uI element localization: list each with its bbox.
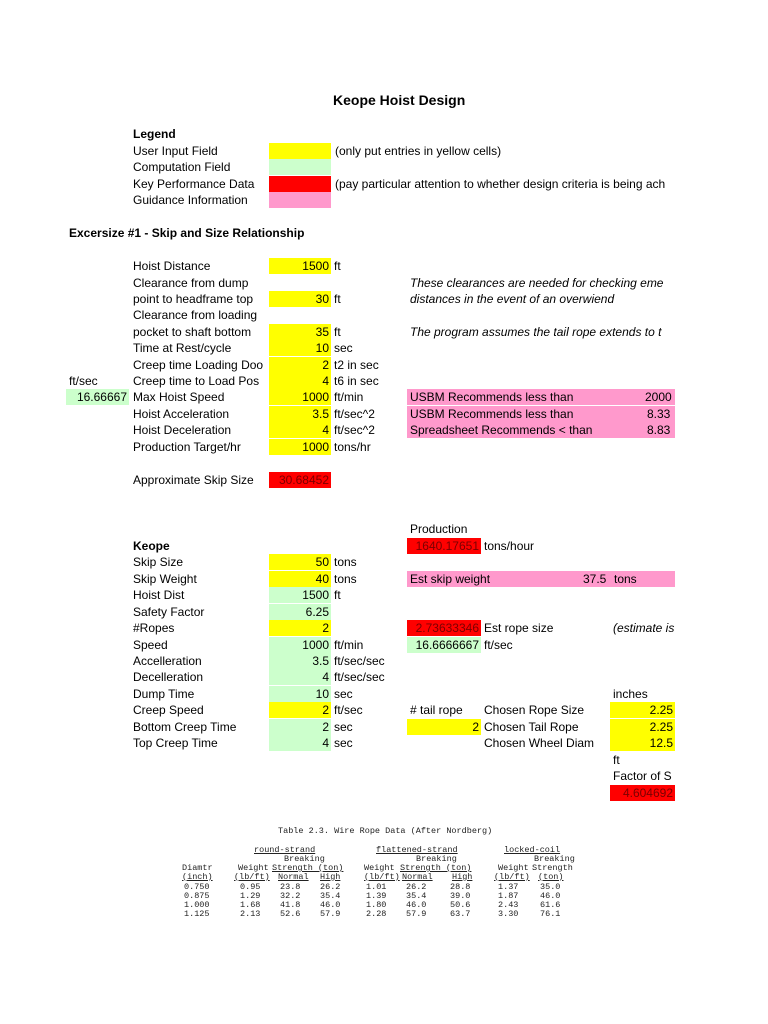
rope-head2-inch: (inch) [182, 872, 213, 882]
decel-unit: ft/sec^2 [334, 423, 375, 437]
est-rope-size-label: Est rope size [484, 621, 554, 635]
clearance-load-input[interactable]: 35 [269, 324, 331, 340]
decel-label: Hoist Deceleration [133, 423, 232, 437]
keope-top-creep-value: 4 [269, 735, 331, 751]
keope-decel-label: Decelleration [133, 670, 204, 684]
rope-table-cell: 0.875 [184, 891, 210, 901]
legend-pink-swatch [269, 192, 331, 208]
legend-key-performance-label: Key Performance Data [133, 177, 255, 191]
rope-table-cell: 63.7 [450, 909, 471, 919]
rope-table-cell: 2.43 [498, 900, 519, 910]
rope-table-cell: 61.6 [540, 900, 561, 910]
keope-creep-speed-unit: ft/sec [334, 703, 363, 717]
rope-table-cell: 57.9 [320, 909, 341, 919]
rope-table-cell: 32.2 [280, 891, 301, 901]
creep-load-pos-unit: t6 in sec [334, 374, 379, 388]
usbm-accel-label: USBM Recommends less than [410, 407, 574, 421]
legend-computation-label: Computation Field [133, 160, 231, 174]
production-unit: tons/hour [484, 539, 535, 553]
rope-table-cell: 46.0 [320, 900, 341, 910]
clearance-load-label-1: Clearance from loading [133, 308, 258, 322]
chosen-tail-label: Chosen Tail Rope [484, 720, 579, 734]
rope-table-cell: 46.0 [540, 891, 561, 901]
chosen-wheel-label: Chosen Wheel Diam [484, 736, 595, 750]
accel-input[interactable]: 3.5 [269, 406, 331, 422]
hoist-distance-input[interactable]: 1500 [269, 258, 331, 274]
keope-bottom-creep-unit: sec [334, 720, 353, 734]
approx-skip-size-value: 30.68452 [269, 472, 331, 488]
clearance-note-1: These clearances are needed for checking eme [410, 276, 664, 290]
max-speed-unit: ft/min [334, 390, 364, 404]
rope-table-cell: 0.750 [184, 882, 210, 892]
chosen-rope-input[interactable]: 2.25 [610, 702, 675, 718]
creep-load-pos-input[interactable]: 4 [269, 373, 331, 389]
rope-head2-normal-2: Normal [402, 872, 433, 882]
rope-table-cell: 57.9 [406, 909, 427, 919]
rope-table-cell: 39.0 [450, 891, 471, 901]
production-label: Production [410, 522, 468, 536]
production-target-label: Production Target/hr [133, 440, 241, 454]
clearance-dump-input[interactable]: 30 [269, 291, 331, 307]
rope-head-strength-3: Strength [532, 863, 573, 873]
keope-hoist-dist-unit: ft [334, 588, 341, 602]
usbm-accel-guidance [407, 406, 675, 422]
keope-accel-unit: ft/sec/sec [334, 654, 385, 668]
usbm-accel-value: 8.33 [647, 407, 671, 421]
rope-table-cell: 76.1 [540, 909, 561, 919]
legend-green-swatch [269, 159, 331, 175]
ftsec-label: ft/sec [69, 374, 98, 388]
rope-table-cell: 52.6 [280, 909, 301, 919]
usbm-speed-value: 2000 [645, 390, 672, 404]
rope-table-cell: 1.000 [184, 900, 210, 910]
legend-user-input-label: User Input Field [133, 144, 218, 158]
usbm-speed-guidance [407, 389, 675, 405]
speed-ftsec-value: 16.66667 [66, 389, 129, 405]
time-rest-input[interactable]: 10 [269, 340, 331, 356]
rope-table-cell: 26.2 [320, 882, 341, 892]
rope-table-cell: 28.8 [450, 882, 471, 892]
creep-loading-input[interactable]: 2 [269, 357, 331, 373]
rope-head-weight-2: Weight [364, 863, 395, 873]
clearance-dump-label-1: Clearance from dump [133, 276, 249, 290]
time-rest-label: Time at Rest/cycle [133, 341, 232, 355]
creep-loading-label: Creep time Loading Doo [133, 358, 264, 372]
exercise-heading: Excersize #1 - Skip and Size Relationship [69, 226, 305, 240]
rope-table-cell: 46.0 [406, 900, 427, 910]
legend-red-swatch [269, 176, 331, 192]
rope-group-round: round-strand [254, 845, 316, 855]
inches-label: inches [613, 687, 648, 701]
rope-table-cell: 2.28 [366, 909, 387, 919]
clearance-load-unit: ft [334, 325, 341, 339]
factor-value: 4.604692 [610, 785, 675, 801]
tail-rope-note: The program assumes the tail rope extends to t [410, 325, 662, 339]
hoist-distance-unit: ft [334, 259, 341, 273]
rope-head-strength-1: Strength (ton) [272, 863, 344, 873]
rope-table-cell: 1.125 [184, 909, 210, 919]
keope-speed-value: 1000 [269, 637, 331, 653]
production-target-unit: tons/hr [334, 440, 371, 454]
keope-top-creep-label: Top Creep Time [133, 736, 218, 750]
keope-decel-unit: ft/sec/sec [334, 670, 385, 684]
keope-skip-weight-input[interactable]: 40 [269, 571, 331, 587]
tail-rope-input[interactable]: 2 [407, 719, 481, 735]
rope-head2-ton-3: (ton) [538, 872, 564, 882]
rope-breaking-3: Breaking [534, 854, 575, 864]
usbm-speed-label: USBM Recommends less than [410, 390, 574, 404]
rope-table-title: Table 2.3. Wire Rope Data (After Nordberg) [278, 826, 493, 836]
rope-table-cell: 26.2 [406, 882, 427, 892]
keope-skip-weight-unit: tons [334, 572, 357, 586]
rope-head2-lbft-3: (lb/ft) [494, 872, 530, 882]
keope-skip-size-label: Skip Size [133, 555, 184, 569]
rope-table-cell: 35.4 [406, 891, 427, 901]
rope-table-cell: 1.68 [240, 900, 261, 910]
keope-bottom-creep-label: Bottom Creep Time [133, 720, 237, 734]
keope-skip-size-unit: tons [334, 555, 357, 569]
hoist-distance-label: Hoist Distance [133, 259, 211, 273]
keope-top-creep-unit: sec [334, 736, 353, 750]
keope-decel-value: 4 [269, 669, 331, 685]
keope-creep-speed-label: Creep Speed [133, 703, 204, 717]
clearance-dump-unit: ft [334, 292, 341, 306]
accel-unit: ft/sec^2 [334, 407, 375, 421]
keope-safety-value: 6.25 [269, 604, 331, 620]
keope-accel-value: 3.5 [269, 653, 331, 669]
keope-heading: Keope [133, 539, 170, 553]
rope-group-locked: locked-coil [504, 845, 561, 855]
page-title: Keope Hoist Design [333, 92, 466, 108]
keope-skip-weight-label: Skip Weight [133, 572, 197, 586]
keope-dump-unit: sec [334, 687, 353, 701]
rope-head-weight-3: Weight [498, 863, 529, 873]
time-rest-unit: sec [334, 341, 353, 355]
clearance-note-2: distances in the event of an overwiend [410, 292, 615, 306]
production-target-input[interactable]: 1000 [269, 439, 331, 455]
chosen-wheel-input[interactable]: 12.5 [610, 735, 675, 751]
keope-hoist-dist-label: Hoist Dist [133, 588, 185, 602]
max-speed-input[interactable]: 1000 [269, 389, 331, 405]
rope-breaking-2: Breaking [416, 854, 457, 864]
accel-label: Hoist Acceleration [133, 407, 230, 421]
keope-ropes-label: #Ropes [133, 621, 175, 635]
max-speed-label: Max Hoist Speed [133, 390, 225, 404]
rope-table-cell: 1.87 [498, 891, 519, 901]
rope-breaking-1: Breaking [284, 854, 325, 864]
keope-ropes-input[interactable]: 2 [269, 620, 331, 636]
rope-table-cell: 41.8 [280, 900, 301, 910]
est-rope-size-value: 2.73633346 [407, 620, 481, 636]
rope-table-cell: 23.8 [280, 882, 301, 892]
legend-yellow-swatch [269, 143, 331, 159]
clearance-dump-label-2: point to headframe top [133, 292, 254, 306]
rope-table-cell: 35.0 [540, 882, 561, 892]
rope-head-diam: Diamtr [182, 863, 213, 873]
spreadsheet-decel-guidance [407, 422, 675, 438]
production-value: 1640.17651 [407, 538, 481, 554]
rope-head2-high-2: High [452, 872, 473, 882]
rope-head-weight-1: Weight [238, 863, 269, 873]
spreadsheet-decel-value: 8.83 [647, 423, 671, 437]
est-skip-weight-guidance [407, 571, 675, 587]
rope-table-cell: 1.39 [366, 891, 387, 901]
keope-hoist-dist-value: 1500 [269, 587, 331, 603]
keope-speed-label: Speed [133, 638, 168, 652]
legend-guidance-label: Guidance Information [133, 193, 248, 207]
keope-skip-size-input[interactable]: 50 [269, 554, 331, 570]
approx-skip-size-label: Approximate Skip Size [133, 473, 254, 487]
rope-table-cell: 1.37 [498, 882, 519, 892]
keope-speed-ftsec-value: 16.6666667 [407, 637, 481, 653]
keope-creep-speed-input[interactable]: 2 [269, 702, 331, 718]
keope-dump-label: Dump Time [133, 687, 195, 701]
legend-user-input-note: (only put entries in yellow cells) [335, 144, 502, 158]
rope-table-cell: 2.13 [240, 909, 261, 919]
wire-rope-table [176, 826, 586, 920]
est-skip-weight-label: Est skip weight [410, 572, 491, 586]
keope-dump-value: 10 [269, 686, 331, 702]
factor-label: Factor of S [613, 769, 672, 783]
keope-speed-ftsec-unit: ft/sec [484, 638, 513, 652]
clearance-load-label-2: pocket to shaft bottom [133, 325, 252, 339]
rope-head2-normal-1: Normal [278, 872, 309, 882]
est-skip-weight-unit: tons [614, 572, 637, 586]
rope-table-cell: 35.4 [320, 891, 341, 901]
spreadsheet-decel-label: Spreadsheet Recommends < than [410, 423, 593, 437]
ft-label: ft [613, 753, 620, 767]
chosen-tail-input[interactable]: 2.25 [610, 719, 675, 735]
rope-head2-lbft-2: (lb/ft) [364, 872, 400, 882]
est-rope-note: (estimate is [613, 621, 675, 635]
creep-loading-unit: t2 in sec [334, 358, 379, 372]
rope-group-flattened: flattened-strand [376, 845, 458, 855]
est-skip-weight-value: 37.5 [583, 572, 607, 586]
keope-bottom-creep-value: 2 [269, 719, 331, 735]
legend-heading: Legend [133, 127, 176, 141]
rope-table-cell: 50.6 [450, 900, 471, 910]
rope-table-cell: 3.30 [498, 909, 519, 919]
rope-table-cell: 1.01 [366, 882, 387, 892]
legend-key-performance-note: (pay particular attention to whether design criteria is being ach [335, 177, 666, 191]
decel-input[interactable]: 4 [269, 422, 331, 438]
keope-speed-unit: ft/min [334, 638, 364, 652]
rope-table-cell: 0.95 [240, 882, 261, 892]
keope-safety-label: Safety Factor [133, 605, 205, 619]
rope-table-cell: 1.80 [366, 900, 387, 910]
rope-head2-lbft-1: (lb/ft) [234, 872, 270, 882]
keope-accel-label: Accelleration [133, 654, 202, 668]
rope-table-cell: 1.29 [240, 891, 261, 901]
rope-head-strength-2: Strength (ton) [400, 863, 472, 873]
rope-head2-high-1: High [320, 872, 341, 882]
chosen-rope-label: Chosen Rope Size [484, 703, 585, 717]
creep-load-pos-label: Creep time to Load Pos [133, 374, 260, 388]
tail-rope-label: # tail rope [410, 703, 463, 717]
